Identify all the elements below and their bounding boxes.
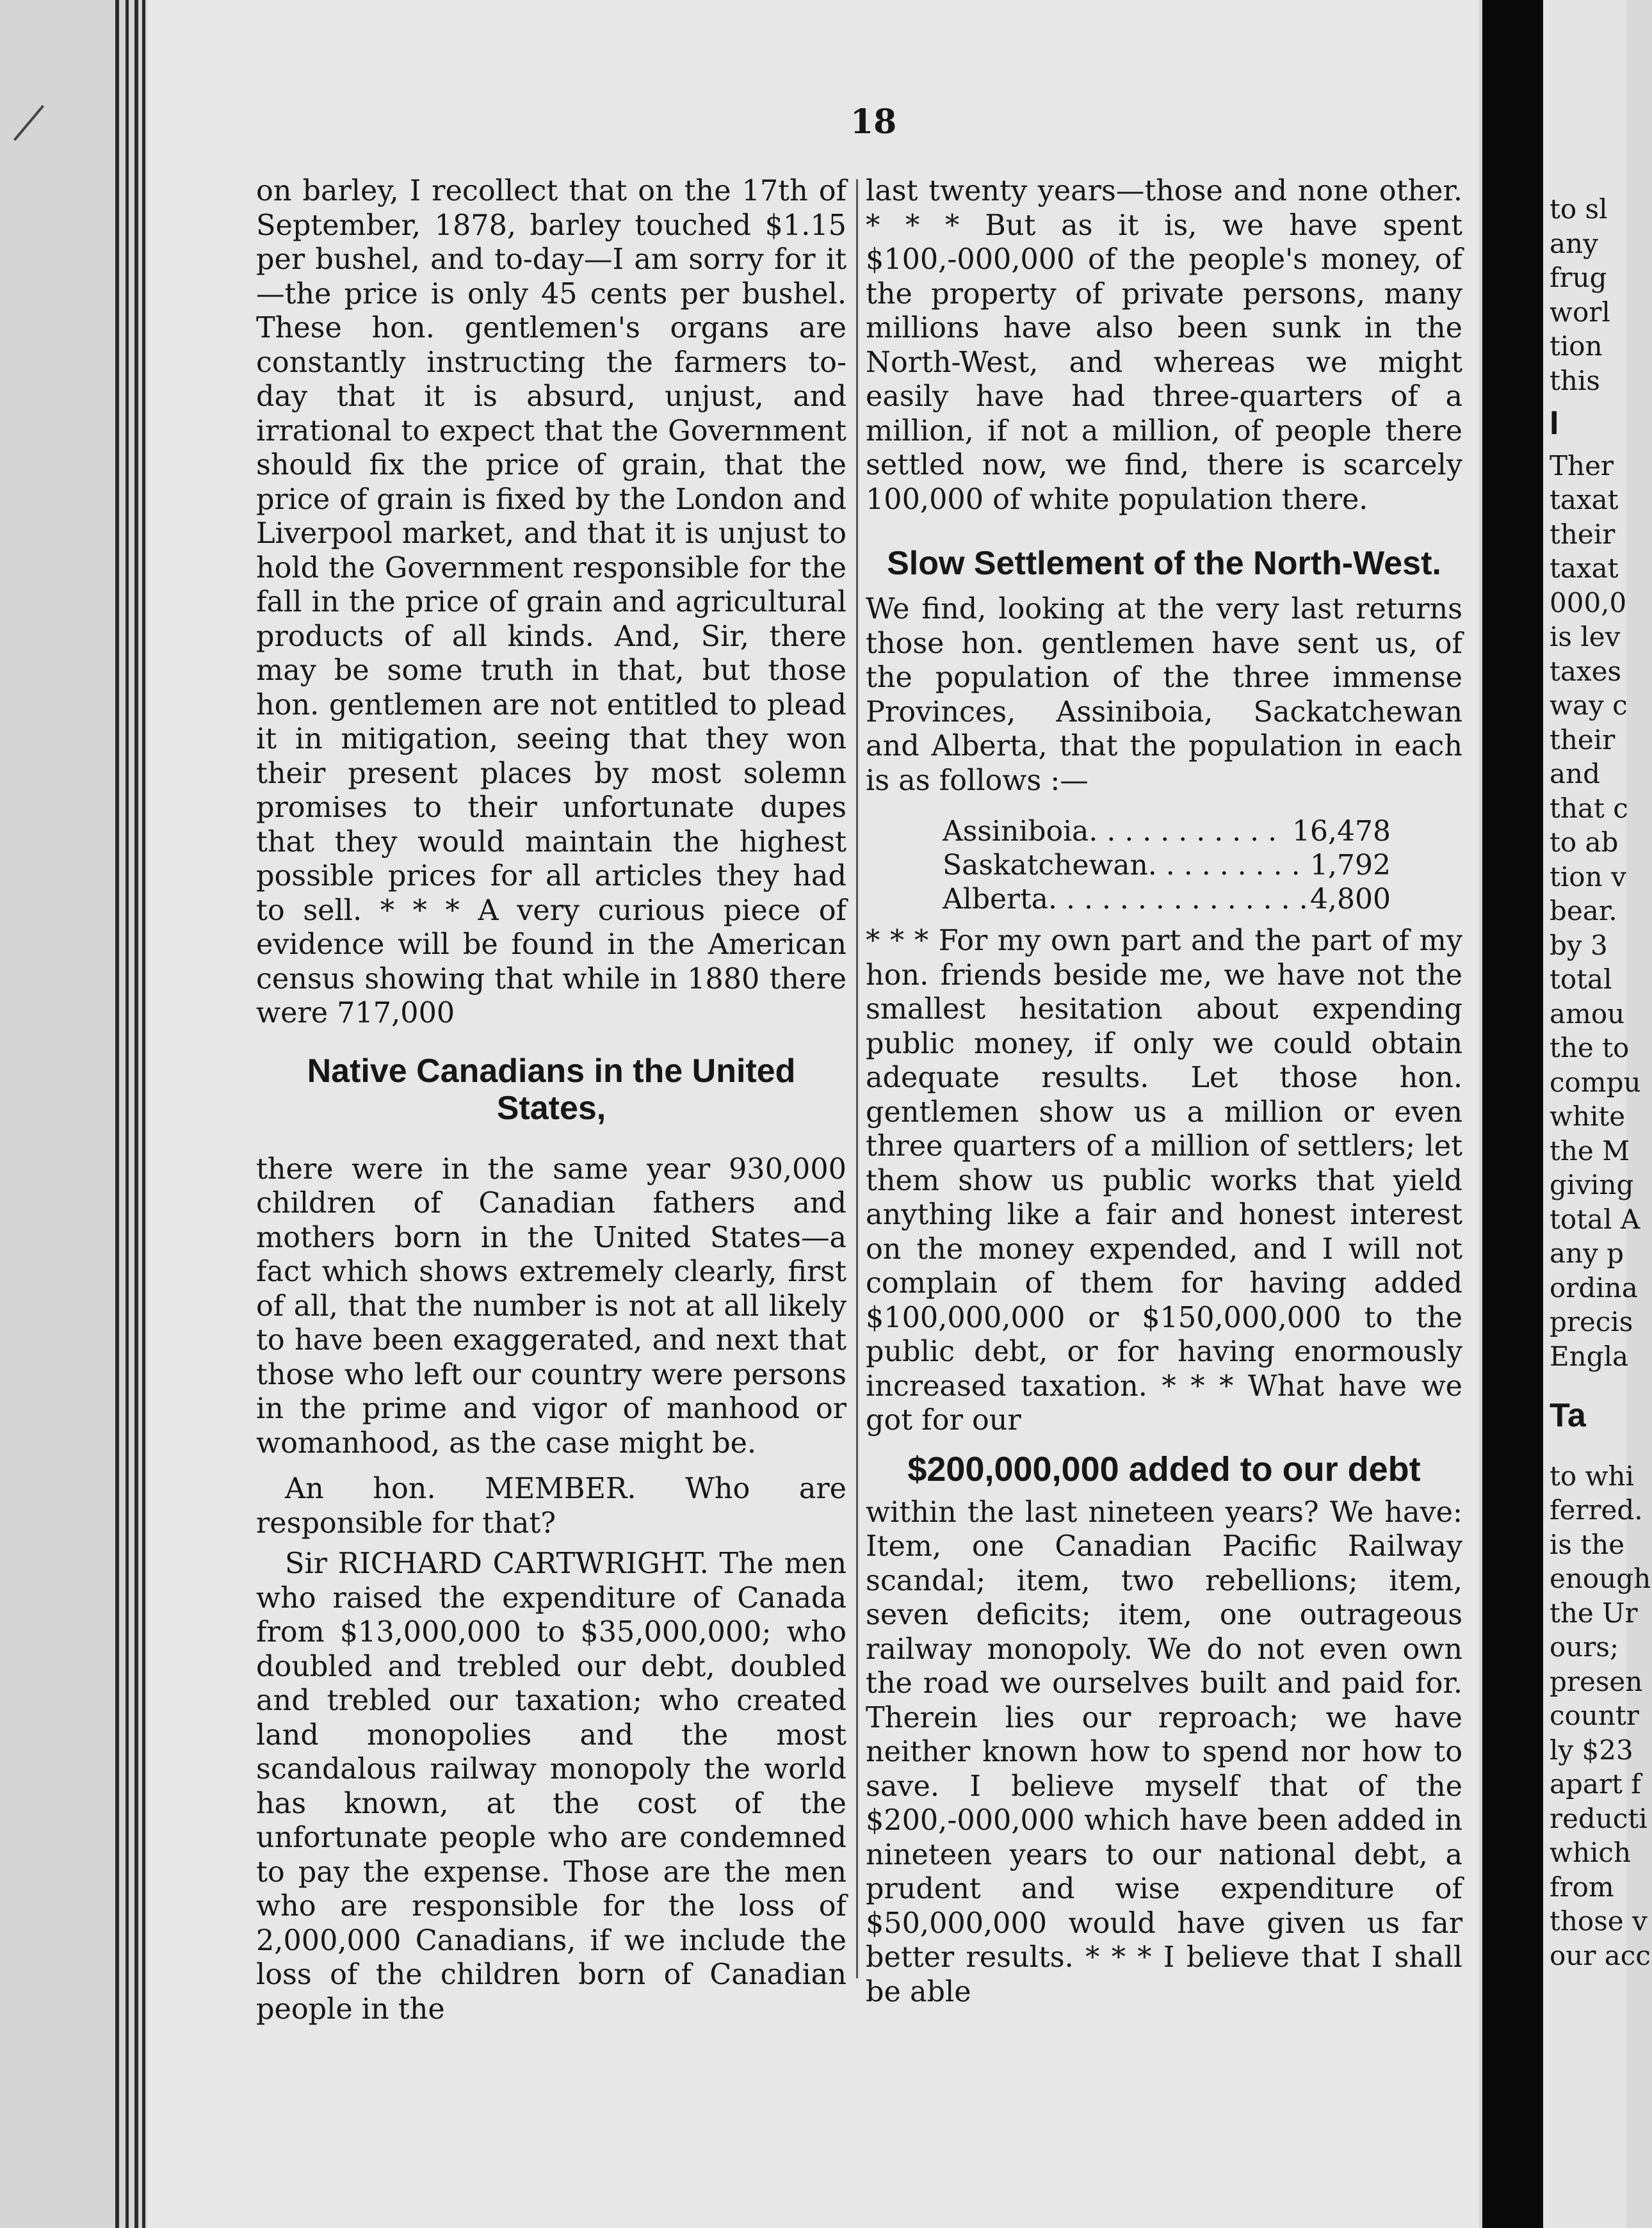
- section-heading: Native Canadians in the United States,: [307, 1052, 796, 1127]
- page-edge-line: [115, 0, 119, 2228]
- population-row: [943, 882, 1391, 916]
- column-divider: [856, 179, 858, 1978]
- left-column: [256, 174, 846, 2026]
- text-line: and: [1550, 758, 1600, 789]
- text-line: white: [1550, 1101, 1626, 1132]
- text-line: presen: [1550, 1665, 1643, 1697]
- text-line: precis: [1550, 1306, 1633, 1337]
- page-edge-line: [126, 0, 129, 2228]
- text-line: from: [1550, 1871, 1614, 1903]
- text-line: worl: [1550, 296, 1610, 328]
- text-line: any: [1550, 227, 1598, 259]
- text-line: tion v: [1550, 860, 1626, 892]
- text-line: reducti: [1550, 1802, 1648, 1834]
- text-line: any p: [1550, 1238, 1624, 1269]
- adjacent-page-fragment: [1543, 0, 1651, 2228]
- text-line: taxat: [1550, 484, 1619, 515]
- page-number: 18: [850, 102, 897, 141]
- text-line: their: [1550, 518, 1616, 550]
- text-line: amou: [1550, 997, 1625, 1029]
- text-line: way c: [1550, 690, 1628, 721]
- population-table: [943, 814, 1391, 916]
- text-line: countr: [1550, 1700, 1639, 1731]
- province-name: Alberta: [943, 883, 1048, 916]
- paragraph: within the last nineteen years? We have: Item, one Canadian Pacific Railway scandal; item, two rebellions; item, seven deficits; item, one outrageous railway monopoly. We do not even own the road we ourselves built and paid for. Therein lies our reproach; we have neither known how to spend nor how to save. I believe myself that of the $200,-000,000 which have been added in nineteen years to our national debt, a prudent and wise expenditure of $50,000,000 would have given us far better results. * * * I believe that I shall be able: [866, 1496, 1462, 2008]
- population-value: 1,792: [1310, 849, 1391, 882]
- text-line: by 3: [1550, 929, 1608, 961]
- population-row: [943, 814, 1391, 848]
- paragraph: on barley, I recollect that on the 17th of September, 1878, barley touched $1.15 per bushel, and to-day—I am sorry for it —the price is only 45 cents per bushel. These hon. gentlemen's organs are constantly instructing the farmers to-day that it is absurd, unjust, and irrational to expect that the Government should fix the price of grain, that the price of grain is fixed by the London and Liverpool market, and that it is unjust to hold the Government responsible for the fall in the price of grain and agricultural products of all kinds. And, Sir, there may be some truth in that, but those hon. gentlemen are not entitled to plead it in mitigation, seeing that they won their present places by most solemn promises to their unfortunate dupes that they would maintain the highest possible prices for all articles they had to sell. * * * A very curious piece of evidence will be found in the American census showing that while in 1880 there were 717,000: [256, 175, 846, 1029]
- text-line: the Ur: [1550, 1597, 1638, 1629]
- paragraph: Sir RICHARD CARTWRIGHT. The men who raised the expenditure of Canada from $13,000,000 to $35,000,000; who doubled and trebled our debt, doubled and trebled our taxation; who created land monopolies and the most scandalous railway monopoly the world has known, at the cost of the unfortunate people who are condemned to pay the expense. Those are the men who are responsible for the loss of 2,000,000 Canadians, if we include the loss of the children born of Canadian people in the: [256, 1547, 846, 2026]
- text-line: Ther: [1550, 449, 1614, 481]
- page-edge-line: [134, 0, 138, 2228]
- text-line: taxes: [1550, 655, 1622, 687]
- text-line: that c: [1550, 792, 1628, 824]
- text-line: to sl: [1550, 193, 1608, 225]
- text-line: ordina: [1550, 1271, 1638, 1304]
- text-line: is lev: [1550, 621, 1621, 652]
- paragraph: We find, looking at the very last returns those hon. gentlemen have sent us, of the population of the three immense Provinces, Assiniboia, Sackatchewan and Alberta, that the population in each is as follows :—: [866, 593, 1462, 797]
- page-edge-line: [142, 0, 145, 2228]
- province-name: Saskatchewan: [943, 849, 1148, 882]
- text-line: Engla: [1550, 1340, 1629, 1372]
- section-heading: Ta: [1550, 1397, 1586, 1434]
- text-line: ly $23: [1550, 1734, 1633, 1766]
- text-line: is the: [1550, 1528, 1625, 1560]
- section-heading: I: [1550, 405, 1559, 442]
- dot-leader: . . . . . . . . .: [1147, 849, 1300, 882]
- text-line: this: [1550, 364, 1600, 396]
- section-heading: Slow Settlement of the North-West.: [887, 545, 1441, 582]
- population-value: 16,478: [1292, 815, 1391, 848]
- book-gutter: [1482, 0, 1543, 2228]
- text-line: the to: [1550, 1032, 1630, 1063]
- dot-leader: . . . . . . . . . . .: [1089, 815, 1277, 848]
- text-line: frug: [1550, 262, 1607, 293]
- right-column: [866, 174, 1462, 2009]
- text-line: the M: [1550, 1134, 1630, 1166]
- text-line: which: [1550, 1837, 1632, 1868]
- text-line: our acc: [1550, 1939, 1651, 1971]
- population-row: [943, 848, 1391, 882]
- text-line: taxat: [1550, 553, 1619, 584]
- population-value: 4,800: [1310, 883, 1391, 916]
- paragraph: An hon. MEMBER. Who are responsible for that?: [256, 1473, 846, 1540]
- text-line: bear.: [1550, 895, 1617, 926]
- text-line: their: [1550, 723, 1616, 755]
- dot-leader: . . . . . . . . . . . . . . .: [1048, 883, 1308, 916]
- paragraph: there were in the same year 930,000 children of Canadian fathers and mothers born in the United States—a fact which shows extremely clearly, first of all, that the number is not at all likely to have been exaggerated, and next that those who left our country were persons in the prime and vigor of manhood or womanhood, as the case might be.: [256, 1152, 846, 1460]
- text-line: ours;: [1550, 1631, 1619, 1663]
- paragraph: * * * For my own part and the part of my hon. friends beside me, we have not the smallest hesitation about expending public money, if only we could obtain adequate results. Let those hon. gentlemen show us a million or even three quarters of a million of settlers; let them show us public works that yield anything like a fair and honest interest on the money expended, and I will not complain of them for having added $100,000,000 or $150,000,000 to the public debt, or for having enormously increased taxation. * * * What have we got for our: [866, 924, 1462, 1437]
- adjacent-page-text: [1550, 192, 1652, 1973]
- text-line: those v: [1550, 1905, 1648, 1937]
- text-line: total A: [1550, 1203, 1640, 1235]
- text-line: total: [1550, 964, 1612, 995]
- text-line: ferred.: [1550, 1494, 1643, 1526]
- text-line: 000,0: [1550, 586, 1627, 618]
- text-line: tion: [1550, 330, 1603, 362]
- province-name: Assiniboia: [943, 815, 1089, 848]
- paragraph: last twenty years—those and none other. * * * But as it is, we have spent $100,-000,000 of the people's money, of the property of private persons, many millions have also been sunk in the North-West, and whereas we might easily have had three-quarters of a million, if not a million, of people there settled now, we find, there is scarcely 100,000 of white population there.: [866, 175, 1462, 516]
- text-line: giving: [1550, 1169, 1634, 1200]
- text-line: apart f: [1550, 1768, 1641, 1800]
- text-line: to ab: [1550, 827, 1619, 858]
- text-line: enough: [1550, 1563, 1651, 1594]
- text-line: compu: [1550, 1066, 1641, 1098]
- section-heading: $200,000,000 added to our debt: [907, 1449, 1421, 1489]
- text-line: to whi: [1550, 1460, 1634, 1492]
